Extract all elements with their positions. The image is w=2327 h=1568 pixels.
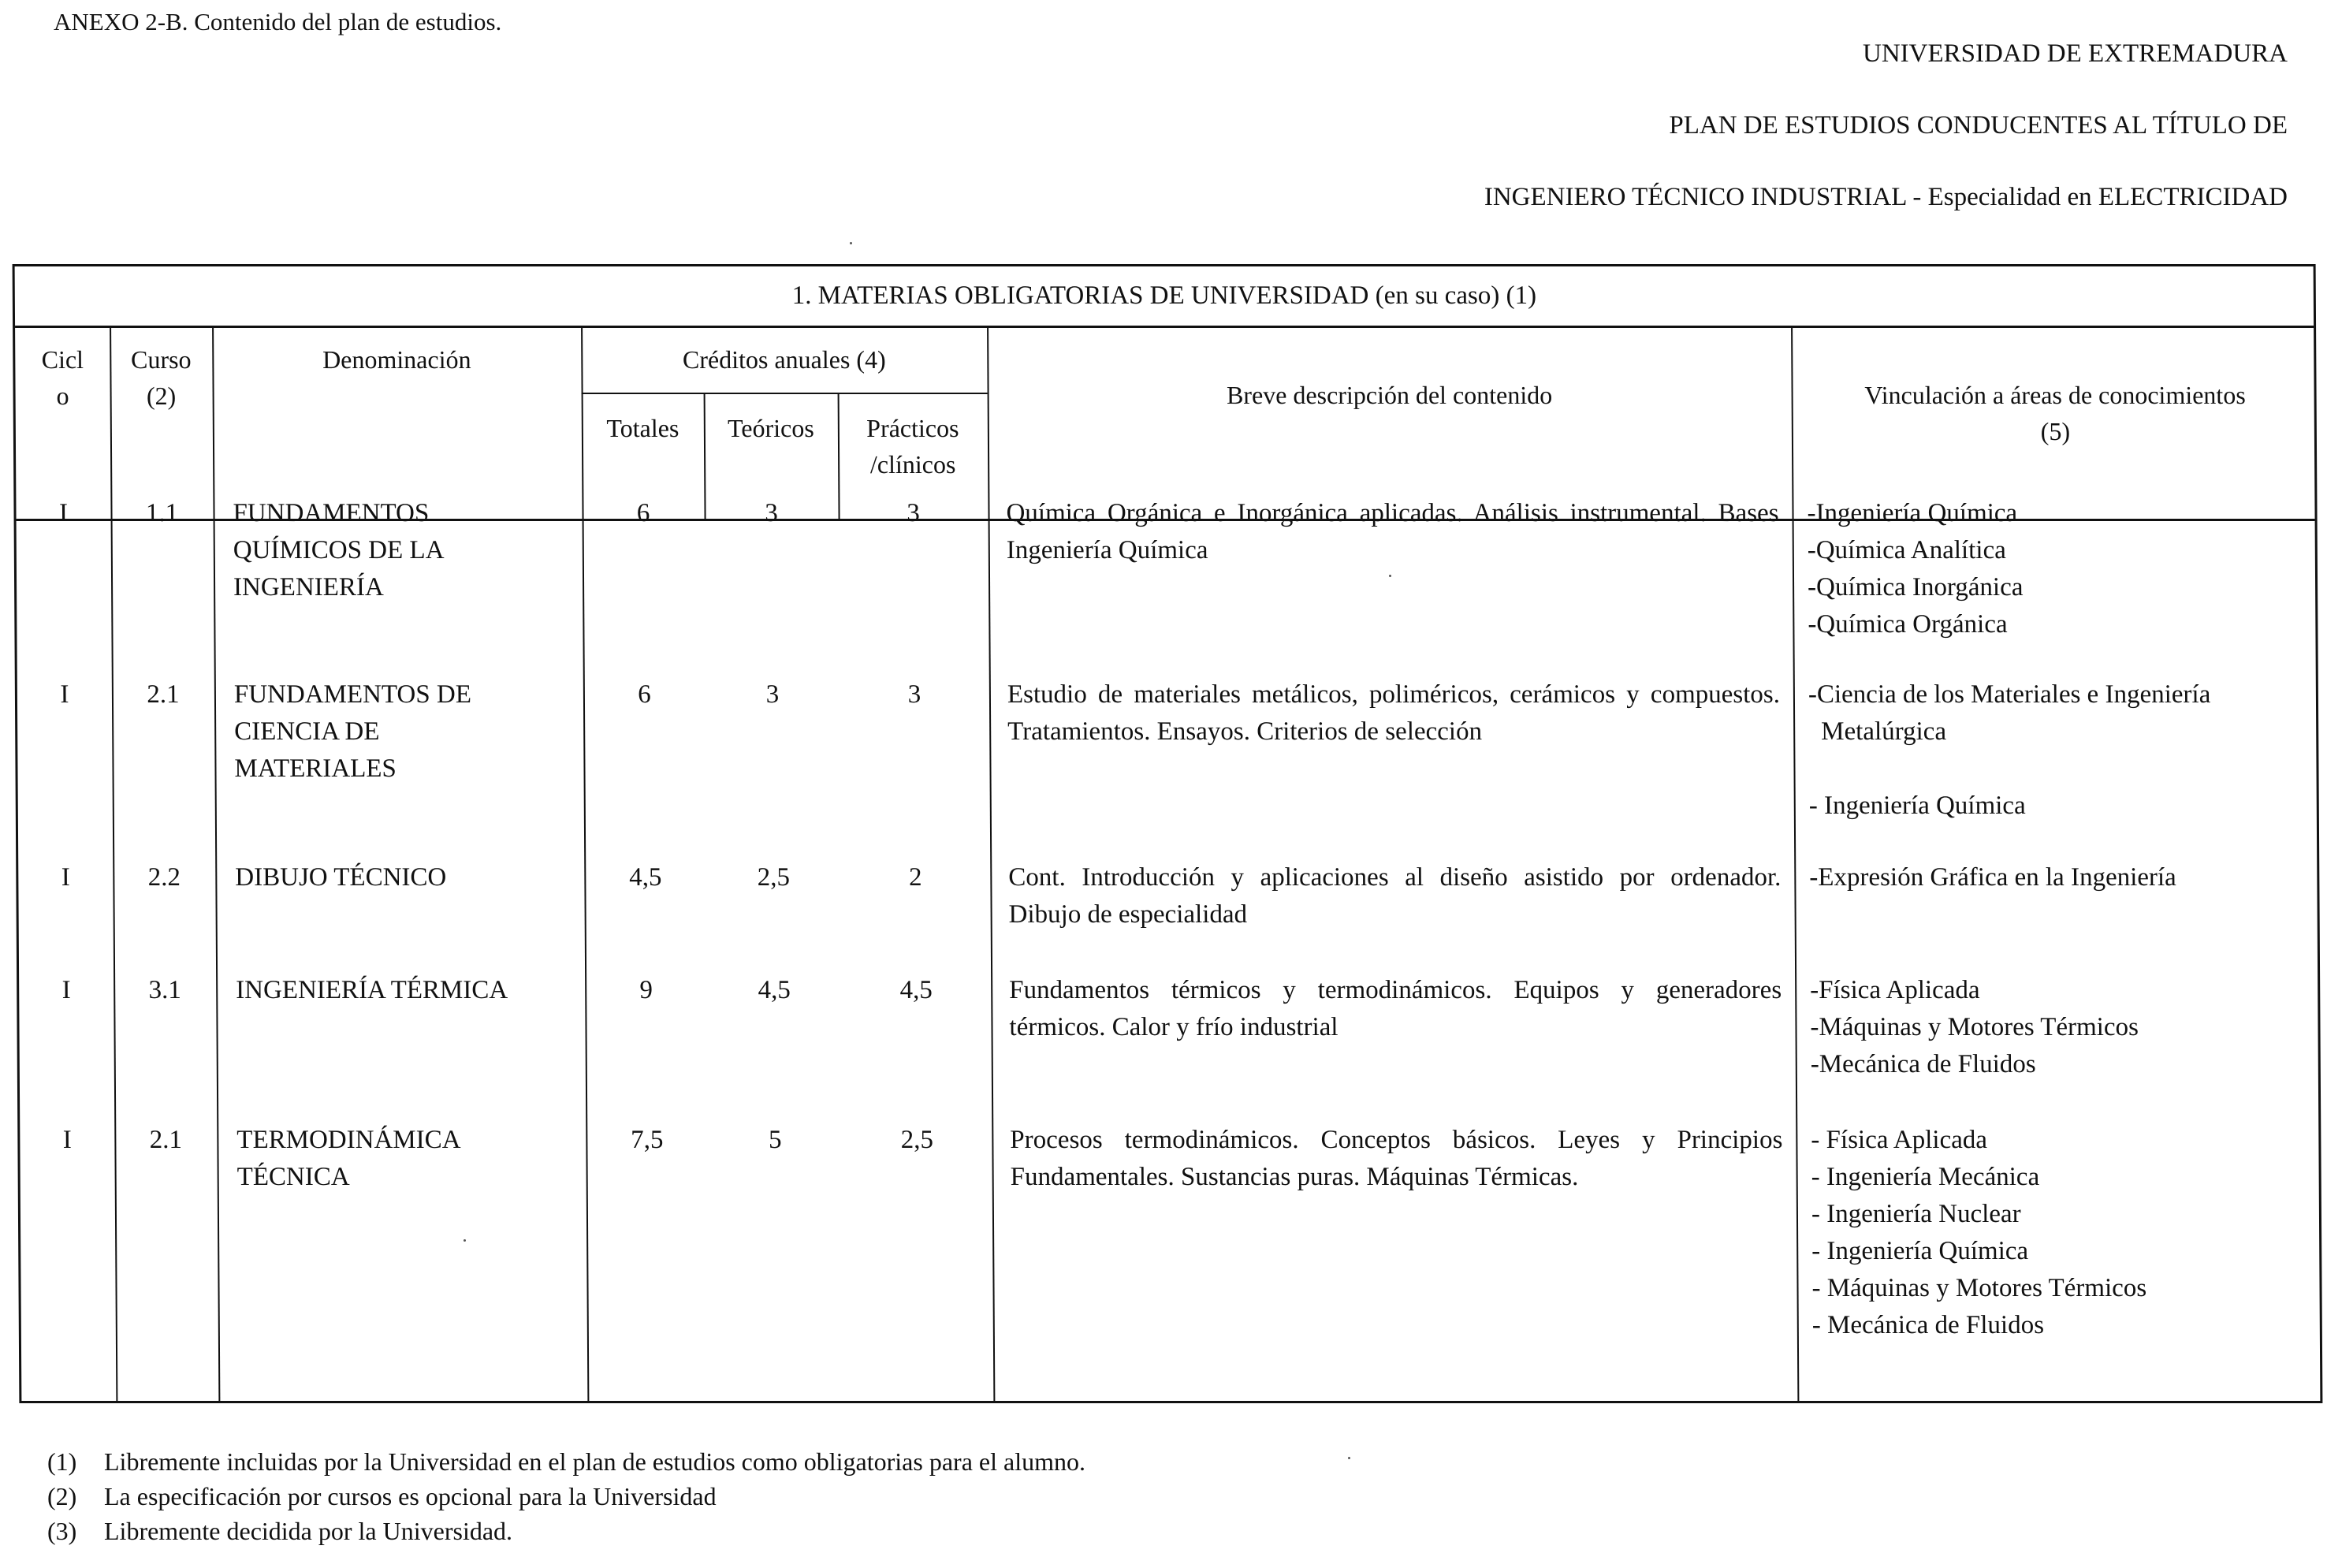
cell-totales: 6 bbox=[638, 680, 651, 709]
cell-ciclo: I bbox=[61, 976, 71, 1004]
header-vinculacion: Vinculación a áreas de conocimientos (5) bbox=[1864, 381, 2246, 445]
cell-denominacion: FUNDAMENTOS QUÍMICOS DE LA INGENIERÍA bbox=[233, 499, 445, 602]
cell-areas bbox=[1810, 972, 2315, 1083]
section-title: 1. MATERIAS OBLIGATORIAS DE UNIVERSIDAD (en su caso) (1) bbox=[15, 266, 2314, 328]
cell-curso: 2.2 bbox=[147, 863, 181, 892]
cell-areas bbox=[1808, 676, 2314, 825]
credits-subheader-rule bbox=[582, 393, 988, 394]
area-item: -Mecánica de Fluidos bbox=[1810, 1050, 2036, 1078]
cell-practicos: 3 bbox=[907, 499, 920, 527]
cell-teoricos: 3 bbox=[765, 499, 778, 527]
footnotes bbox=[47, 1444, 1085, 1548]
cell-ciclo: I bbox=[62, 1126, 72, 1154]
scan-speck bbox=[850, 242, 852, 244]
area-item: - Física Aplicada bbox=[1811, 1126, 1988, 1154]
plan-title: PLAN DE ESTUDIOS CONDUCENTES AL TÍTULO DE bbox=[1669, 111, 2288, 140]
cell-totales: 4,5 bbox=[629, 863, 662, 892]
subjects-table bbox=[13, 264, 2323, 1403]
area-item: Metalúrgica bbox=[1821, 717, 1947, 746]
cell-descripcion: Química Orgánica e Inorgánica aplicadas. Análisis instrumental. Bases Ingeniería Química bbox=[1006, 499, 1779, 564]
footnote: (1) Libremente incluidas por la Universidad en el plan de estudios como obligatorias para el alumno. bbox=[47, 1447, 1085, 1476]
cell-curso: 2.1 bbox=[149, 1126, 183, 1154]
area-item: -Ciencia de los Materiales e Ingeniería bbox=[1808, 680, 2211, 709]
area-item: - Ingeniería Nuclear bbox=[1811, 1200, 2021, 1228]
area-item: -Máquinas y Motores Térmicos bbox=[1810, 1013, 2139, 1041]
cell-ciclo: I bbox=[58, 499, 69, 527]
cell-descripcion: Estudio de materiales metálicos, poliméricos, cerámicos y compuestos. Tratamientos. Ensayos. Criterios de selección bbox=[1007, 680, 1781, 746]
area-item: -Expresión Gráfica en la Ingeniería bbox=[1809, 863, 2176, 892]
cell-totales: 9 bbox=[639, 976, 653, 1004]
header-teoricos: Teóricos bbox=[727, 414, 814, 442]
cell-ciclo: I bbox=[61, 863, 70, 892]
cell-areas bbox=[1809, 859, 2314, 896]
cell-practicos: 3 bbox=[907, 680, 921, 709]
cell-totales: 6 bbox=[636, 499, 650, 527]
cell-curso: 1.1 bbox=[145, 499, 179, 527]
cell-curso: 2.1 bbox=[147, 680, 180, 709]
area-item: -Física Aplicada bbox=[1810, 976, 1980, 1004]
cell-ciclo: I bbox=[60, 680, 69, 709]
document-header bbox=[1484, 39, 2288, 211]
cell-denominacion: INGENIERÍA TÉRMICA bbox=[236, 976, 508, 1004]
cell-areas bbox=[1811, 1122, 2317, 1344]
header-totales: Totales bbox=[606, 414, 679, 442]
footnote: (2) La especificación por cursos es opcional para la Universidad bbox=[47, 1482, 717, 1510]
area-item: - Máquinas y Motores Térmicos bbox=[1811, 1274, 2147, 1302]
university-name: UNIVERSIDAD DE EXTREMADURA bbox=[1863, 39, 2288, 68]
cell-descripcion: Cont. Introducción y aplicaciones al diseño asistido por ordenador. Dibujo de especialidad bbox=[1008, 863, 1782, 929]
cell-denominacion: FUNDAMENTOS DE CIENCIA DE MATERIALES bbox=[233, 680, 472, 783]
cell-teoricos: 4,5 bbox=[758, 976, 791, 1004]
cell-practicos: 4,5 bbox=[899, 976, 933, 1004]
header-ciclo: Cicl o bbox=[41, 345, 84, 410]
cell-teoricos: 5 bbox=[769, 1126, 782, 1154]
cell-practicos: 2,5 bbox=[900, 1126, 934, 1154]
cell-practicos: 2 bbox=[908, 863, 922, 892]
header-creditos: Créditos anuales (4) bbox=[682, 345, 886, 374]
column-divider bbox=[1791, 326, 1799, 1401]
area-item: -Ingeniería Química bbox=[1807, 499, 2018, 527]
scan-speck bbox=[464, 1239, 466, 1242]
cell-descripcion: Fundamentos térmicos y termodinámicos. Equipos y generadores térmicos. Calor y frío industrial bbox=[1009, 976, 1782, 1041]
cell-denominacion: DIBUJO TÉCNICO bbox=[235, 863, 447, 892]
annex-heading: ANEXO 2-B. Contenido del plan de estudios. bbox=[54, 8, 502, 35]
degree-title: INGENIERO TÉCNICO INDUSTRIAL - Especialidad en ELECTRICIDAD bbox=[1484, 183, 2288, 211]
area-item: -Química Orgánica bbox=[1808, 610, 2008, 639]
area-item: - Ingeniería Química bbox=[1808, 791, 2026, 820]
header-curso: Curso (2) bbox=[130, 345, 192, 410]
cell-totales: 7,5 bbox=[631, 1126, 664, 1154]
header-descripcion: Breve descripción del contenido bbox=[1226, 381, 1553, 409]
cell-descripcion: Procesos termodinámicos. Conceptos básicos. Leyes y Principios Fundamentales. Sustancias puras. Máquinas Térmicas. bbox=[1010, 1126, 1783, 1191]
area-item: - Ingeniería Mecánica bbox=[1811, 1163, 2040, 1191]
footnote: (3) Libremente decidida por la Universidad. bbox=[47, 1517, 513, 1545]
header-denominacion: Denominación bbox=[322, 345, 471, 374]
cell-curso: 3.1 bbox=[148, 976, 181, 1004]
area-item: - Mecánica de Fluidos bbox=[1811, 1311, 2045, 1339]
area-item: -Química Analítica bbox=[1807, 536, 2006, 564]
area-item: -Química Inorgánica bbox=[1807, 573, 2024, 602]
cell-denominacion: TERMODINÁMICA TÉCNICA bbox=[236, 1126, 461, 1191]
header-practicos: Prácticos /clínicos bbox=[866, 414, 959, 479]
cell-teoricos: 3 bbox=[765, 680, 780, 709]
cell-teoricos: 2,5 bbox=[757, 863, 791, 892]
area-item: - Ingeniería Química bbox=[1811, 1237, 2029, 1265]
scan-speck bbox=[1389, 575, 1391, 577]
scan-speck bbox=[1348, 1457, 1350, 1459]
cell-areas bbox=[1807, 495, 2312, 643]
